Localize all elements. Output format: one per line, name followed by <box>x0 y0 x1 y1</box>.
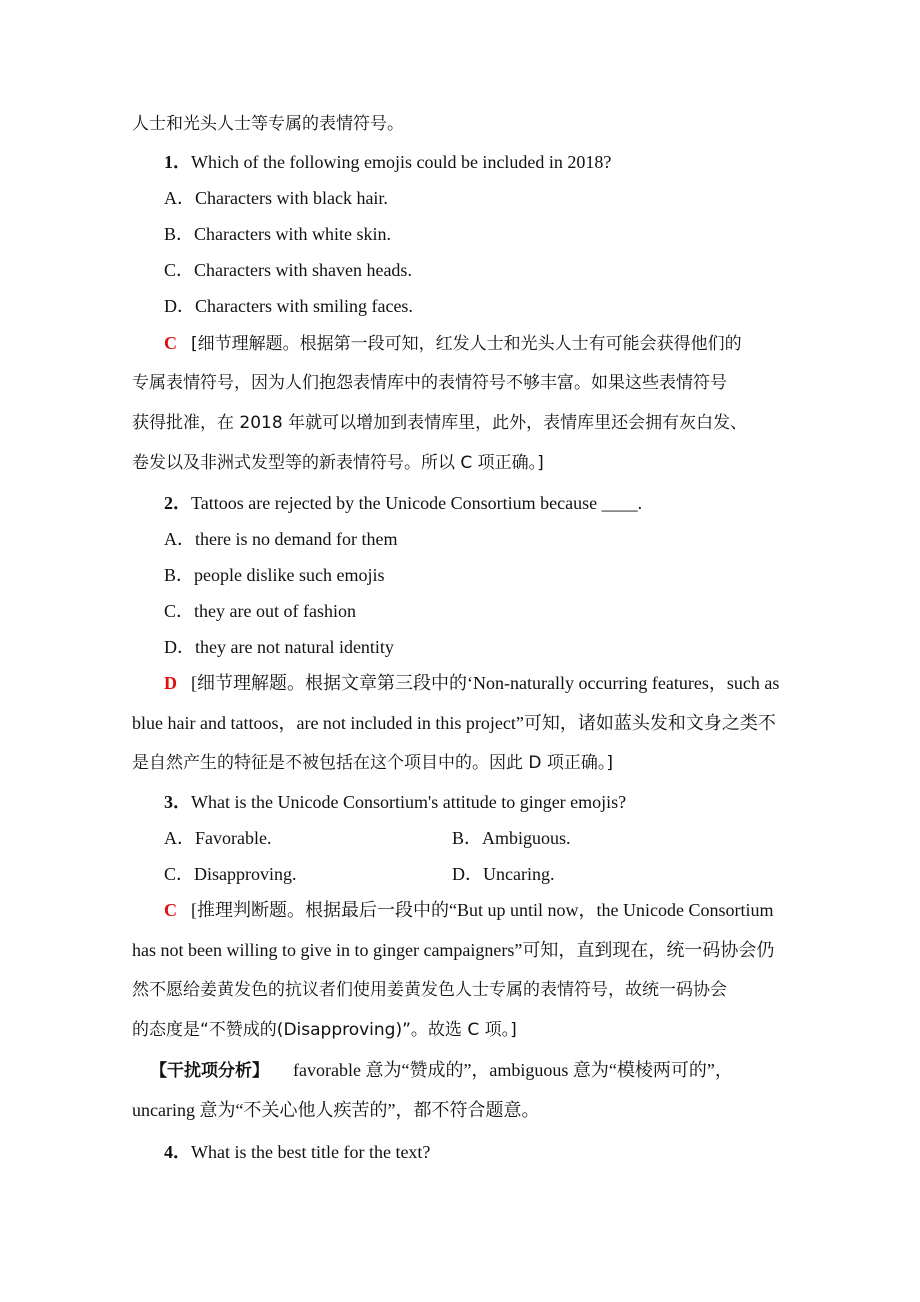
explanation-2-line-3: 是自然产生的特征是不被包括在这个项目中的。因此 D 项正确。] <box>132 753 614 773</box>
distractor-analysis-line-1: 【干扰项分析】 favorable 意为“赞成的”，ambiguous 意为“模棱两可的”， <box>150 1060 733 1081</box>
question-1 <box>164 150 611 174</box>
question-4 <box>164 1140 430 1164</box>
option-2d: D．they are not natural identity <box>164 637 394 657</box>
answer-key: D <box>164 673 177 693</box>
explanation-2-line-1: D [细节理解题。根据文章第三段中的‘Non-naturally occurring features，such as <box>164 673 780 693</box>
explanation-3-line-3: 然不愿给姜黄发色的抗议者们使用姜黄发色人士专属的表情符号，故统一码协会 <box>132 980 727 1000</box>
question-number: 1． <box>164 152 191 172</box>
option-2c: C．they are out of fashion <box>164 601 356 621</box>
explanation-1-line-1: C [细节理解题。根据第一段可知，红发人士和光头人士有可能会获得他们的 <box>164 333 742 354</box>
explanation-1-line-4: 卷发以及非洲式发型等的新表情符号。所以 C 项正确。] <box>132 453 544 473</box>
options-3-row-2 <box>164 862 555 886</box>
explanation-3-line-2: has not been willing to give in to ginger campaigners”可知，直到现在，统一码协会仍 <box>132 940 775 960</box>
option-1c: C．Characters with shaven heads. <box>164 260 412 280</box>
explanation-3-line-1: C [推理判断题。根据最后一段中的“But up until now，the Unicode Consortium <box>164 900 774 920</box>
question-text: Tattoos are rejected by the Unicode Consortium because ____. <box>191 493 643 513</box>
explanation-1-line-3: 获得批准，在 2018 年就可以增加到表情库里，此外，表情库里还会拥有灰白发、 <box>132 413 748 433</box>
question-number: 4． <box>164 1142 191 1162</box>
question-text: What is the Unicode Consortium's attitude to ginger emojis? <box>191 792 627 812</box>
explanation-2-line-2: blue hair and tattoos，are not included in this project”可知，诸如蓝头发和文身之类不 <box>132 713 776 733</box>
option-2a: A．there is no demand for them <box>164 529 398 549</box>
distractor-analysis-line-2: uncaring 意为“不关心他人疾苦的”，都不符合题意。 <box>132 1100 540 1120</box>
option-3b: B．Ambiguous. <box>452 828 571 848</box>
explanation-1-line-2: 专属表情符号，因为人们抱怨表情库中的表情符号不够丰富。如果这些表情符号 <box>132 373 727 393</box>
option-2b: B．people dislike such emojis <box>164 565 385 585</box>
option-1b: B．Characters with white skin. <box>164 224 391 244</box>
question-3 <box>164 790 626 814</box>
intro-tail: 人士和光头人士等专属的表情符号。 <box>132 114 404 134</box>
question-number: 2． <box>164 493 191 513</box>
option-1a: A．Characters with black hair. <box>164 188 388 208</box>
options-3-row-1 <box>164 826 571 850</box>
option-1d: D．Characters with smiling faces. <box>164 296 413 316</box>
question-text: What is the best title for the text? <box>191 1142 431 1162</box>
distractor-analysis-heading: 【干扰项分析】 <box>150 1061 269 1081</box>
question-text: Which of the following emojis could be included in 2018? <box>191 152 612 172</box>
answer-key: C <box>164 333 177 353</box>
question-number: 3． <box>164 792 191 812</box>
answer-key: C <box>164 900 177 920</box>
question-2 <box>164 491 642 515</box>
explanation-3-line-4: 的态度是“不赞成的(Disapproving)”。故选 C 项。] <box>132 1020 517 1040</box>
option-3c: C．Disapproving. <box>164 864 297 884</box>
option-3d: D．Uncaring. <box>452 864 555 884</box>
option-3a: A．Favorable. <box>164 828 272 848</box>
